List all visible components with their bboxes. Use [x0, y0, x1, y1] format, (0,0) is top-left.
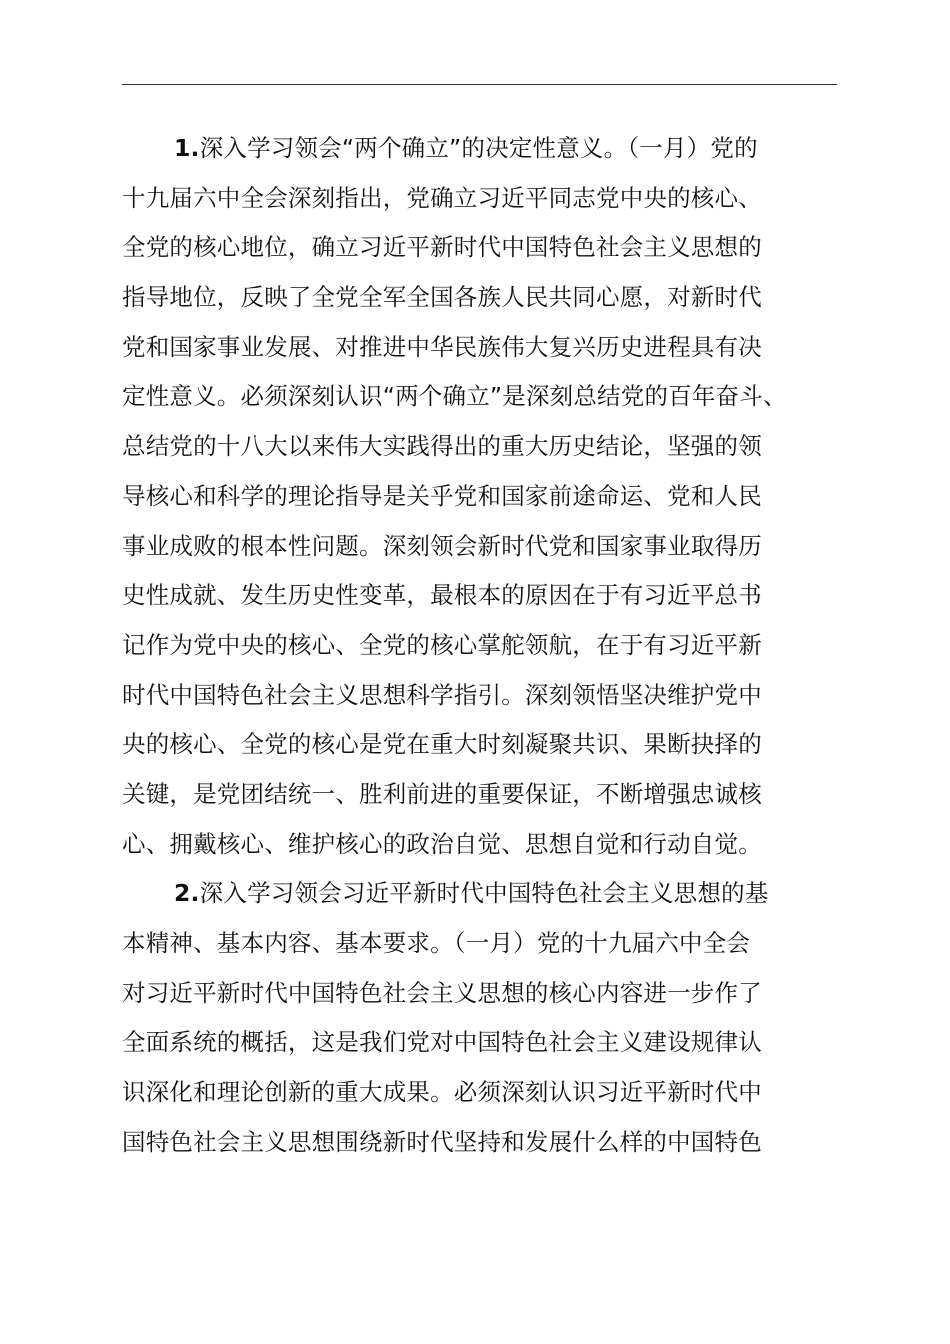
paragraph-line: 央的核心、全党的核心是党在重大时刻凝聚共识、果断抉择的 [122, 730, 762, 759]
paragraph-line: 史性成就、发生历史性变革，最根本的原因在于有习近平总书 [122, 581, 762, 610]
paragraph-line: 1.深入学习领会“两个确立”的决定性意义。（一月）党的 [174, 134, 758, 162]
paragraph-line: 事业成败的根本性问题。深刻领会新时代党和国家事业取得历 [122, 531, 762, 560]
section-number: 2. [174, 879, 200, 908]
paragraph-line: 心、拥戴核心、维护核心的政治自觉、思想自觉和行动自觉。 [122, 829, 762, 858]
paragraph-line: 总结党的十八大以来伟大实践得出的重大历史结论，坚强的领 [122, 432, 762, 461]
document-body [122, 124, 837, 1167]
paragraph-line: 时代中国特色社会主义思想科学指引。深刻领悟坚决维护党中 [122, 680, 762, 709]
paragraph-section-1 [122, 124, 837, 869]
paragraph-line: 关键，是党团结统一、胜利前进的重要保证，不断增强忠诚核 [122, 779, 762, 808]
paragraph-line: 全面系统的概括，这是我们党对中国特色社会主义建设规律认 [122, 1028, 762, 1057]
paragraph-line: 本精神、基本内容、基本要求。（一月）党的十九届六中全会 [122, 929, 751, 957]
paragraph-line: 国特色社会主义思想围绕新时代坚持和发展什么样的中国特色 [122, 1127, 762, 1156]
section-number: 1. [174, 134, 200, 162]
paragraph-line: 党和国家事业发展、对推进中华民族伟大复兴历史进程具有决 [122, 332, 762, 361]
header-rule [122, 84, 837, 85]
paragraph-line: 十九届六中全会深刻指出，党确立习近平同志党中央的核心、 [122, 183, 762, 212]
paragraph-line: 对习近平新时代中国特色社会主义思想的核心内容进一步作了 [122, 978, 762, 1007]
paragraph-section-2 [122, 869, 837, 1167]
paragraph-line: 全党的核心地位，确立习近平新时代中国特色社会主义思想的 [122, 233, 762, 262]
paragraph-line: 定性意义。必须深刻认识“两个确立”是深刻总结党的百年奋斗、 [122, 382, 787, 411]
paragraph-line: 导核心和科学的理论指导是关乎党和国家前途命运、党和人民 [122, 481, 762, 510]
paragraph-line: 2.深入学习领会习近平新时代中国特色社会主义思想的基 [174, 879, 769, 908]
paragraph-line: 识深化和理论创新的重大成果。必须深刻认识习近平新时代中 [122, 1078, 762, 1107]
paragraph-line: 记作为党中央的核心、全党的核心掌舵领航，在于有习近平新 [122, 630, 762, 659]
paragraph-line: 指导地位，反映了全党全军全国各族人民共同心愿，对新时代 [122, 283, 762, 312]
